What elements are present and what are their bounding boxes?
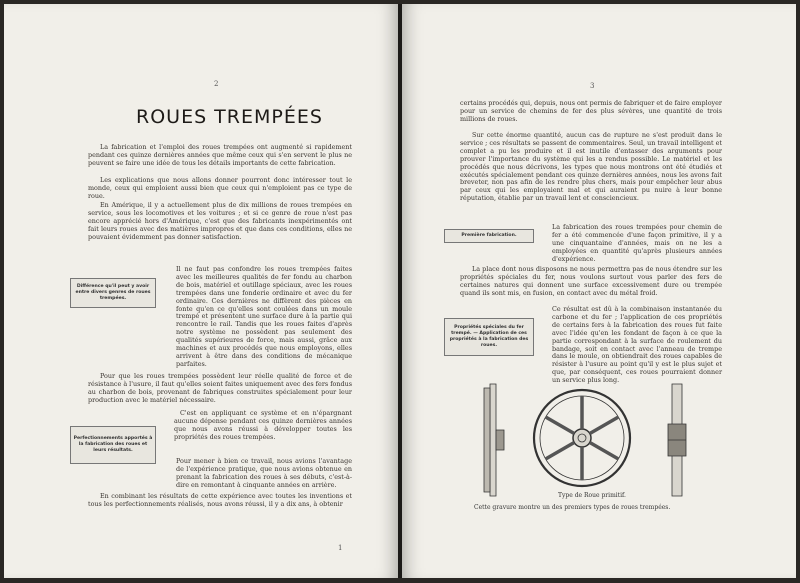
paragraph: Les explications que nous allons donner pourront donc intéresser tout le monde, ceux qui emploient aussi bien que ceux qui n'emploient pas ce type de roue. xyxy=(88,176,352,200)
footer-mark: 1 xyxy=(338,544,343,552)
sidenote: Première fabrication. xyxy=(444,229,534,243)
paragraph: En Amérique, il y a actuellement plus de dix millions de roues trempées en service, sous les locomotives et les voitures ; et si ce genre de roue n'est pas encore apprécié hors d'Amérique, c'est que des fabricants inexpérimentés ont fait leurs roues avec des matières impropres et que dans ces conditions, elles ne pouvaient évidemment pas donner satisfaction. xyxy=(88,201,352,241)
sidenote: Perfectionnements apportés à la fabrication des roues et leurs résultats. xyxy=(70,426,156,464)
paragraph: La place dont nous disposons ne nous permettra pas de nous étendre sur les propriétés spéciales du fer, nous voulons surtout vous parler des fers de certaines natures qui donnent une surface excessivement dure ou trempée quand ils sont mis, en fusion, en contact avec du métal froid. xyxy=(460,265,722,297)
paragraph: La fabrication et l'emploi des roues trempées ont augmenté si rapidement pendant ces quinze dernières années que même ceux qui s'en servent le plus ne peuvent se faire une idée de tous les détails importants de cette fabrication. xyxy=(88,143,352,167)
paragraph: certains procédés qui, depuis, nous ont permis de fabriquer et de faire employer pour un service de chemins de fer des plus sévères, une quantité de trois millions de roues. xyxy=(460,99,722,123)
paragraph: C'est en appliquant ce système et en n'épargnant aucune dépense pendant ces quinze dernières années que nous avons réussi à développer toutes les propriétés des roues trempées. xyxy=(174,409,352,441)
paragraph: En combinant les résultats de cette expérience avec toutes les inventions et tous les perfectionnements réalisés, nous avons réussi, il y a dix ans, à obtenir xyxy=(88,492,352,508)
paragraph: Pour mener à bien ce travail, nous avions l'avantage de l'expérience pratique, que nous avions obtenue en prenant la fabrication des roues à ses débuts, c'est-à-dire en remontant à cinquante années en arrière. xyxy=(176,457,352,489)
paragraph: Sur cette énorme quantité, aucun cas de rupture ne s'est produit dans le service ; ces résultats se passent de commentaires. Seul, un travail intelligent et complet a pu les produire et il est inutile d'entasser des arguments pour prouver l'importance du système qui les a rendus possible. Le matériel et les procédés que nous décrivons, les types que nous montrons ont été étudiés et exécutés spécialement pendant ces quinze dernières années, nous les avons fait breveter, non pas afin de les rendre plus chers, mais pour empêcher leur abus par ceux qui les employaient mal et qui auraient pu nuire à leur bonne réputation, établie par un travail lent et consciencieux. xyxy=(460,131,722,203)
paragraph: La fabrication des roues trempées pour chemin de fer a été commencée d'une façon primitive, il y a une cinquantaine d'années, mais on ne les a employées en quantité qu'après plusieurs années d'expérience. xyxy=(552,223,722,263)
figure-caption: Type de Roue primitif. xyxy=(558,492,626,499)
wheel-section-right xyxy=(668,384,686,496)
paragraph: Il ne faut pas confondre les roues trempées faites avec les meilleures qualités de fer fondu au charbon de bois, matériel et outillage spéciaux, avec les roues trempées dans une fonderie ordinaire et avec du fer ordinaire. Ces dernières ne diffèrent des pièces en fonte qu'en ce qu'elles sont coulées dans un moule trempé et présentent une surface dure à la partie qui rencontre le rail. Tandis que les roues faites d'après notre système ne possèdent pas seulement des qualités supérieures de force, mais aussi, grâce aux machines et aux procédés que nous employons, elles arrivent à être dans des conditions de mécanique parfaites. xyxy=(176,265,352,368)
sidenote: Différence qu'il peut y avoir entre divers genres de roues trempées. xyxy=(70,278,156,308)
sidenote: Propriétés spéciales du fer trempé. — Application de ces propriétés à la fabrication des roues. xyxy=(444,318,534,356)
wheel-front-view xyxy=(534,390,630,486)
page-number: 2 xyxy=(214,80,219,88)
wheel-section-left xyxy=(484,384,504,496)
paragraph: Pour que les roues trempées possèdent leur réelle qualité de force et de résistance à l'usure, il faut qu'elles soient faites uniquement avec des fers fondus au charbon de bois, provenant de fabriques construites spécialement pour leur production avec le matériel nécessaire. xyxy=(88,372,353,404)
figure-subcaption: Cette gravure montre un des premiers types de roues trempées. xyxy=(474,504,671,511)
left-page xyxy=(4,4,398,578)
page-number: 3 xyxy=(590,82,595,90)
page-title: ROUES TREMPÉES xyxy=(136,106,323,128)
paragraph: Ce résultat est dû à la combinaison instantanée du carbone et du fer ; l'application de ces propriétés de certains fers à la fabrication des roues fut faite avec l'idée qu'en les fondant de façon à ce que la partie correspondant à la surface de roulement du bandage, soit en contact avec l'anneau de trempe dans le moule, on obtiendrait des roues capables de résister à l'usure au point qu'il y est le plus sujet et que, par conséquent, ces roues pourraient donner un service plus long. xyxy=(552,305,722,385)
wheel-illustration xyxy=(470,380,700,500)
